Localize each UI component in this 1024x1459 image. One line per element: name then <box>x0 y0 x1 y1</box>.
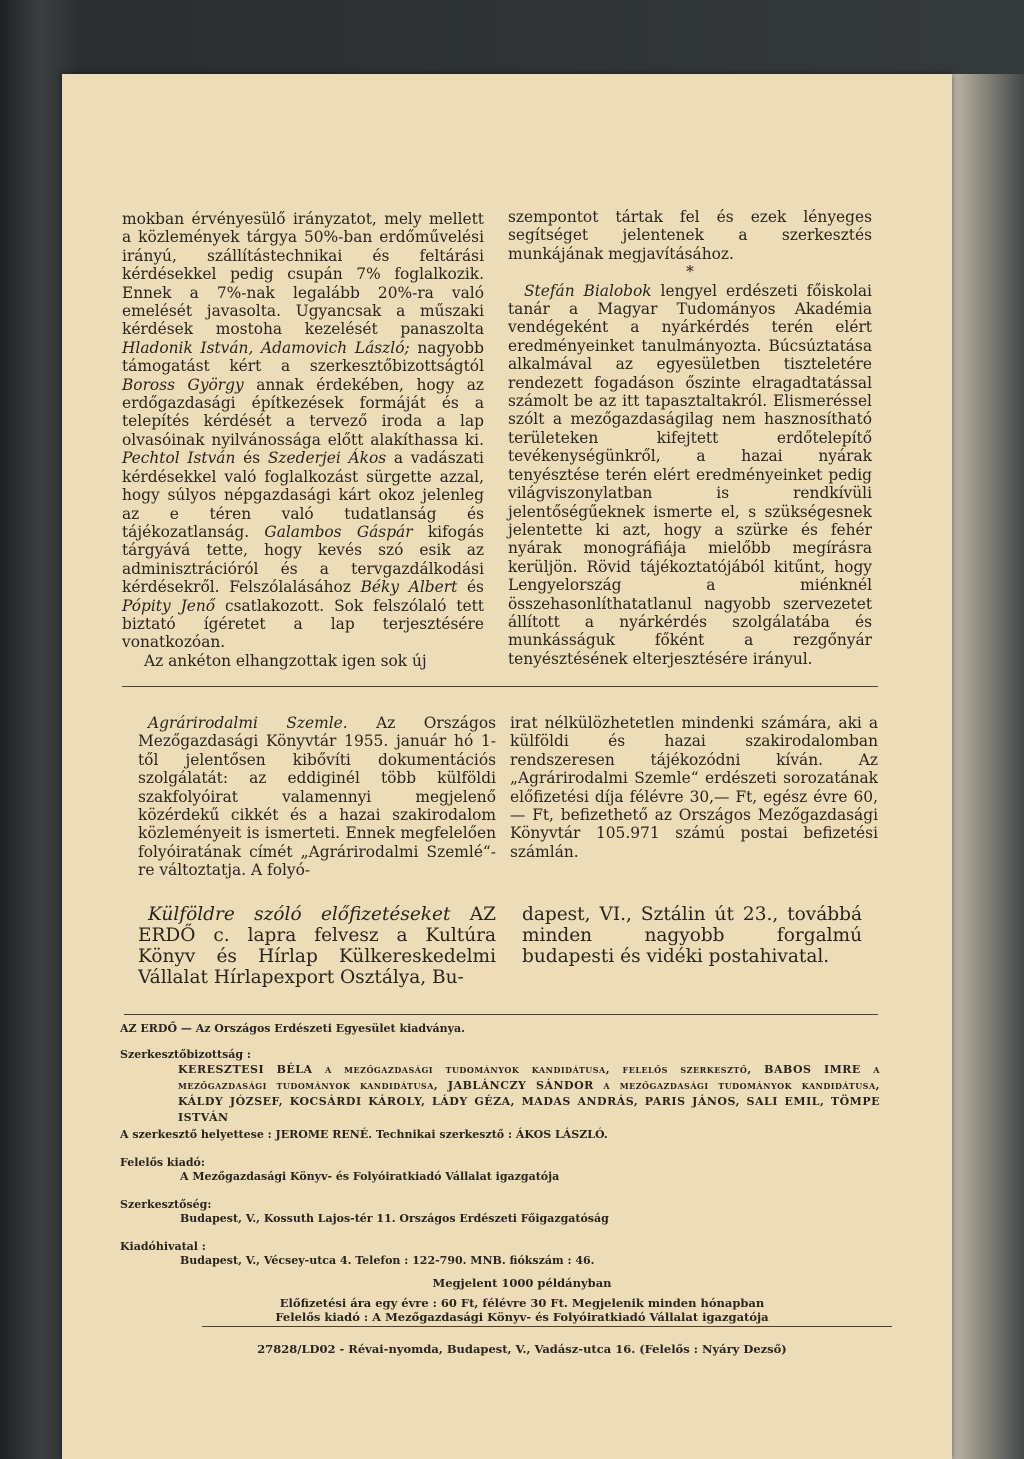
section1-left-paragraph <box>122 210 484 670</box>
person-name: Hladonik István, Adamovich László; <box>122 338 410 357</box>
notice-title: Külföldre szóló előfizetéseket <box>148 904 451 925</box>
book-spine-edge <box>952 74 1024 1459</box>
person-name: Szederjei Ákos <box>267 449 387 468</box>
text-run: kifogás tárgyává tette, hogy kevés szó esik az adminisztrációról és a tervgazdálkodási kérdésekről. Felszólalásához <box>122 522 484 597</box>
separator-star: * <box>686 263 694 282</box>
print-info-footer <box>202 1276 842 1324</box>
editorial-board-members: KERESZTESI BÉLA a mezőgazdasági tudományok kandidátusa, felelős szerkesztő, BABOS IMRE a mezőgazdasági tudományok kandidátusa, JABLÁNCZY SÁNDOR a mezőgazdasági tudományok kandidátusa, KÁLDY JÓZSEF, KOCSÁRDI KÁROLY, LÁDY GÉZA, MADAS ANDRÁS, PARIS JÁNOS, SALI EMIL, TÖMPE ISTVÁN <box>178 1063 880 1124</box>
text-run: Az ankéton elhangzottak igen sok új <box>144 651 427 670</box>
text-run: csatlakozott. Sok felszólaló tett biztató ígéretet a lap terjesztésére vonatkozóan. <box>122 596 484 652</box>
section2-right-paragraph <box>510 714 878 861</box>
section1-right-column <box>508 208 872 668</box>
section1-right-paragraph-a <box>508 208 872 263</box>
copies-printed: Megjelent 1000 példányban <box>432 1276 612 1290</box>
section3-right-paragraph <box>522 904 862 967</box>
text-run: dapest, VI., Sztálin út 23., továbbá minden nagyobb forgalmú budapesti és vidéki postahivatal. <box>522 904 862 967</box>
responsible-publisher-label: Felelős kiadó: <box>120 1156 205 1169</box>
person-name: Pechtol István <box>122 449 236 468</box>
publisher-statement: AZ ERDŐ — Az Országos Erdészeti Egyesület kiadványa. <box>120 1022 465 1035</box>
person-name: Stefán Bialobok <box>524 281 652 300</box>
document-page <box>62 74 952 1459</box>
article-title: Agrárirodalmi Szemle. <box>148 714 348 732</box>
text-run: és <box>243 449 261 468</box>
text-run: lengyel erdészeti főiskolai tanár a Magyar Tudományos Akadémia vendégeként a nyárkérdés terén elért eredményeinket tanulmányozta. Búcsúztatása alkalmával az egyesületben tiszteletére rendezett fogadáson őszinte elragadtatással számolt be az itt tapasztaltakról. Elismeréssel szólt a mezőgazdaságilag nem hasznosítható területeken kifejtett erdőtelepítő tevékenységünkről, a hazai nyárak tenyésztése terén elért eredményeinket pedig világviszonylatban is rendkívüli jelentőségűeknek ismerte el, s szükségesnek jelentette ki azt, hogy a szürke és fehér nyárak monográfiája mielőbb megírásra kerüljön. Rövid tájékoztatójából kitűnt, hogy Lengyelország a miénknél összehasonlíthatatlanul nagyobb szervezetet állított a nyárkérdés szolgálatába és munkásságuk főként a rezgőnyár tenyésztésének elterjesztésére irányul. <box>508 281 872 668</box>
text-run: nagyobb támogatást kért a szerkesztőbizottságtól <box>122 338 484 376</box>
deputy-editor: A szerkesztő helyettese : JEROME RENÉ. Technikai szerkesztő : ÁKOS LÁSZLÓ. <box>120 1128 608 1141</box>
imprint-block <box>120 1022 880 1268</box>
person-name: Boross György <box>122 375 244 394</box>
text-run: Az Országos Mezőgazdasági Könyvtár 1955. január hó 1-től jelentősen kibővíti dokumentációs szolgálatát: az eddiginél több külföldi szakfolyóirat valamennyi megjelenő közérdekű cikkét és a hazai szakirodalom közleményeit is ismerteti. Ennek megfelelően folyóiratának címét „Agrárirodalmi Szemlé“-re változtatja. A folyó- <box>138 714 496 880</box>
section-divider-1 <box>122 686 878 687</box>
footer-divider <box>202 1326 892 1327</box>
text-run: és <box>466 578 484 597</box>
person-name: Béky Albert <box>360 578 458 597</box>
subscription-price: Előfizetési ára egy évre : 60 Ft, félévre 30 Ft. Megjelenik minden hónapban <box>279 1296 765 1310</box>
text-run: szempontot tártak fel és ezek lényeges segítséget jelentenek a szerkesztés munkájának megjavításához. <box>508 208 872 263</box>
printer-line: 27828/LD02 - Révai-nyomda, Budapest, V., Vadász-utca 16. (Felelős : Nyáry Dezső) <box>257 1342 787 1356</box>
editorial-board-label: Szerkesztőbizottság : <box>120 1048 251 1061</box>
publishing-office: Budapest, V., Vécsey-utca 4. Telefon : 122-790. MNB. fiókszám : 46. <box>180 1254 595 1267</box>
text-run: irat nélkülözhetetlen mindenki számára, aki a külföldi és hazai szakirodalomban rendszeresen tájékozódni kíván. Az „Agrárirodalmi Szemle“ erdészeti sorozatának előfizetési díja félévre 30,— Ft, egész évre 60,— Ft, befizethető az Országos Mezőgazdasági Könyvtár 105.971 számú postai befizetési számlán. <box>510 714 878 861</box>
text-run: annak érdekében, hogy az erdőgazdasági építkezések formáját és a telepítés kérdését a tervező iroda a lap olvasóinak nyilvánossága előtt alakíthassa ki. <box>122 375 484 449</box>
section3-left-paragraph <box>138 904 496 988</box>
section2-right-column <box>510 714 878 861</box>
section3-left-column <box>138 904 496 988</box>
person-name: Pópity Jenő <box>122 596 216 615</box>
text-run: AZ ERDŐ c. lapra felvesz a Kultúra Könyv és Hírlap Külkereskedelmi Vállalat Hírlapexport Osztálya, Bu- <box>138 904 496 988</box>
text-run: mokban érvényesülő irányzatot, mely mellett a közlemények tárgya 50%-ban erdőművelési irányú, szállítástechnikai és feltárási kérdésekkel pedig csupán 7% foglalkozik. Ennek a 7%-nak legalább 20%-ra való emelését javasolta. Ugyancsak a műszaki kérdések mostoha kezelését panaszolta <box>122 210 484 339</box>
responsible-publisher-footer: Felelős kiadó : A Mezőgazdasági Könyv- és Folyóiratkiadó Vállalat igazgatója <box>275 1310 769 1324</box>
editorial-office-label: Szerkesztőség: <box>120 1198 212 1211</box>
section1-left-column <box>122 210 484 670</box>
section1-right-paragraph-b <box>508 282 872 669</box>
section3-right-column <box>522 904 862 967</box>
section-divider-2 <box>124 1014 878 1015</box>
person-name: Galambos Gáspár <box>264 522 413 541</box>
section2-left-paragraph <box>138 714 496 880</box>
publishing-office-label: Kiadóhivatal : <box>120 1240 206 1253</box>
text-run: a vadászati kérdésekkel való foglalkozást sürgette azzal, hogy súlyos népgazdasági kárt okoz jelenleg az e téren való tudatlanság és tájékozatlanság. <box>122 449 484 541</box>
section2-left-column <box>138 714 496 880</box>
responsible-publisher: A Mezőgazdasági Könyv- és Folyóiratkiadó Vállalat igazgatója <box>180 1170 560 1183</box>
editorial-office: Budapest, V., Kossuth Lajos-tér 11. Országos Erdészeti Főigazgatóság <box>180 1212 609 1225</box>
